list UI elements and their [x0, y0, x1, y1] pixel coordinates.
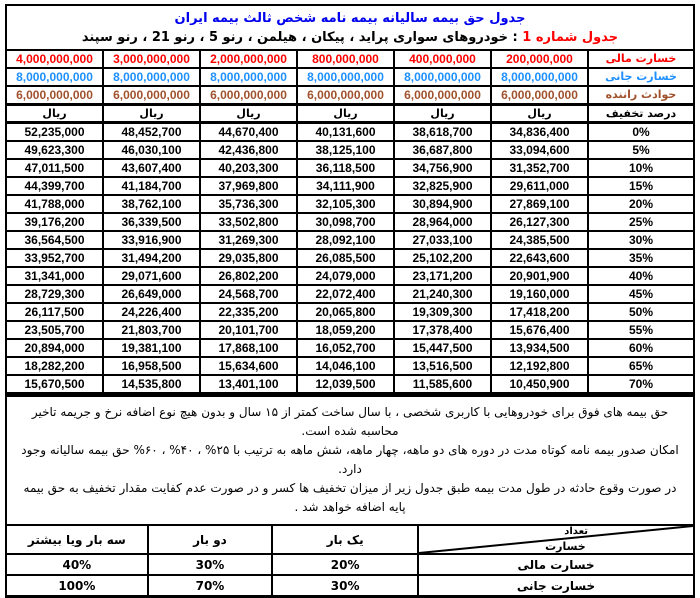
premium-value-cell: 26,127,300 [491, 213, 588, 231]
claims-row [6, 554, 694, 575]
discount-cell: 70% [588, 375, 694, 393]
premium-value-cell: 33,502,800 [200, 213, 297, 231]
premium-value-cell: 27,033,100 [394, 231, 491, 249]
premium-value-cell: 48,452,700 [103, 123, 200, 142]
discount-cell: 15% [588, 177, 694, 195]
coverage-amount-cell: 6,000,000,000 [491, 86, 588, 105]
premium-value-cell: 14,046,100 [297, 357, 394, 375]
coverage-row [6, 86, 694, 105]
premium-value-cell: 10,450,900 [491, 375, 588, 393]
premium-value-cell: 18,059,200 [297, 321, 394, 339]
premium-value-cell: 25,102,200 [394, 249, 491, 267]
coverage-amount-cell: 8,000,000,000 [6, 68, 103, 86]
currency-unit-cell: ریال [103, 105, 200, 123]
premium-row [6, 357, 694, 375]
report-title-box [5, 4, 695, 49]
premium-value-cell: 33,094,600 [491, 141, 588, 159]
discount-header-cell: درصد تخفیف [588, 105, 694, 123]
coverage-amount-cell: 6,000,000,000 [103, 86, 200, 105]
premium-value-cell: 14,535,800 [103, 375, 200, 393]
premium-row [6, 321, 694, 339]
premium-value-cell: 31,494,200 [103, 249, 200, 267]
claims-deduction-cell: 30% [272, 575, 418, 597]
discount-cell: 60% [588, 339, 694, 357]
premium-value-cell: 33,952,700 [6, 249, 103, 267]
discount-cell: 0% [588, 123, 694, 142]
currency-unit-cell: ریال [297, 105, 394, 123]
corner-count-label: تعداد [564, 526, 588, 537]
premium-value-cell: 15,447,500 [394, 339, 491, 357]
premium-value-cell: 26,802,200 [200, 267, 297, 285]
claims-deduction-cell: 40% [6, 554, 148, 575]
premium-value-cell: 36,118,500 [297, 159, 394, 177]
premium-value-cell: 39,176,200 [6, 213, 103, 231]
coverage-amount-cell: 8,000,000,000 [200, 68, 297, 86]
main-title: جدول حق بیمه سالیانه بیمه نامه شخص ثالث بیمه ایران [174, 11, 526, 26]
coverage-row [6, 50, 694, 68]
premium-value-cell: 21,803,700 [103, 321, 200, 339]
currency-unit-cell: ریال [6, 105, 103, 123]
premium-value-cell: 52,235,000 [6, 123, 103, 142]
premium-table-body [6, 50, 694, 393]
premium-value-cell: 23,171,200 [394, 267, 491, 285]
coverage-amount-cell: 400,000,000 [394, 50, 491, 68]
premium-value-cell: 46,030,100 [103, 141, 200, 159]
claims-col-three-or-more: سه بار ویا بیشتر [6, 525, 148, 554]
premium-row [6, 375, 694, 393]
discount-cell: 65% [588, 357, 694, 375]
premium-value-cell: 19,309,300 [394, 303, 491, 321]
premium-value-cell: 41,788,000 [6, 195, 103, 213]
premium-row [6, 159, 694, 177]
premium-row [6, 195, 694, 213]
discount-cell: 55% [588, 321, 694, 339]
premium-value-cell: 20,065,800 [297, 303, 394, 321]
currency-unit-cell: ریال [394, 105, 491, 123]
premium-row [6, 177, 694, 195]
coverage-amount-cell: 800,000,000 [297, 50, 394, 68]
premium-value-cell: 40,203,300 [200, 159, 297, 177]
claims-deduction-cell: 20% [272, 554, 418, 575]
claims-damage-label-cell: خسارت مالی [418, 554, 694, 575]
discount-cell: 10% [588, 159, 694, 177]
claims-header-row [6, 525, 694, 554]
coverage-amount-cell: 3,000,000,000 [103, 50, 200, 68]
premium-value-cell: 30,894,900 [394, 195, 491, 213]
premium-value-cell: 44,399,700 [6, 177, 103, 195]
coverage-amount-cell: 8,000,000,000 [103, 68, 200, 86]
premium-value-cell: 43,607,400 [103, 159, 200, 177]
premium-value-cell: 31,341,000 [6, 267, 103, 285]
premium-value-cell: 24,385,500 [491, 231, 588, 249]
premium-value-cell: 40,131,600 [297, 123, 394, 142]
premium-value-cell: 23,505,700 [6, 321, 103, 339]
premium-value-cell: 29,071,600 [103, 267, 200, 285]
coverage-amount-cell: 200,000,000 [491, 50, 588, 68]
claims-deduction-cell: 100% [6, 575, 148, 597]
vehicle-list-label: : خودروهای سواری پراید ، پیکان ، هیلمن ، رنو 5 ، رنو 21 ، رنو سپند [81, 30, 523, 45]
premium-value-cell: 22,643,600 [491, 249, 588, 267]
coverage-label-cell: حوادث راننده [588, 86, 694, 105]
premium-value-cell: 38,618,700 [394, 123, 491, 142]
coverage-label-cell: خسارت جانی [588, 68, 694, 86]
premium-row [6, 303, 694, 321]
premium-value-cell: 17,418,200 [491, 303, 588, 321]
premium-value-cell: 31,352,700 [491, 159, 588, 177]
premium-value-cell: 20,894,000 [6, 339, 103, 357]
premium-table [5, 49, 695, 394]
premium-value-cell: 11,585,600 [394, 375, 491, 393]
currency-unit-cell: ریال [491, 105, 588, 123]
note-line: امکان صدور بیمه نامه کوتاه مدت در دوره های دو ماهه، چهار ماهه، شش ماهه به ترتیب با ۲۵% ، ۴۰% ، ۶۰% حق بیمه سالیانه وجود دارد. [21, 443, 679, 476]
premium-value-cell: 26,649,000 [103, 285, 200, 303]
claims-deduction-cell: 30% [148, 554, 273, 575]
premium-value-cell: 27,869,100 [491, 195, 588, 213]
premium-value-cell: 36,339,500 [103, 213, 200, 231]
discount-cell: 50% [588, 303, 694, 321]
coverage-amount-cell: 6,000,000,000 [200, 86, 297, 105]
premium-value-cell: 16,052,700 [297, 339, 394, 357]
table-subtitle [7, 28, 693, 47]
coverage-label-cell: خسارت مالی [588, 50, 694, 68]
premium-value-cell: 21,240,300 [394, 285, 491, 303]
premium-value-cell: 34,111,900 [297, 177, 394, 195]
premium-row [6, 141, 694, 159]
table-number-label: جدول شماره 1 [522, 30, 619, 45]
premium-value-cell: 15,634,600 [200, 357, 297, 375]
premium-value-cell: 24,079,000 [297, 267, 394, 285]
claims-col-twice: دو بار [148, 525, 273, 554]
coverage-amount-cell: 2,000,000,000 [200, 50, 297, 68]
premium-value-cell: 41,184,700 [103, 177, 200, 195]
premium-value-cell: 16,958,500 [103, 357, 200, 375]
currency-unit-cell: ریال [200, 105, 297, 123]
premium-value-cell: 37,969,800 [200, 177, 297, 195]
premium-value-cell: 19,381,100 [103, 339, 200, 357]
claims-deduction-table [5, 524, 695, 598]
premium-value-cell: 35,736,300 [200, 195, 297, 213]
discount-cell: 20% [588, 195, 694, 213]
premium-value-cell: 19,160,000 [491, 285, 588, 303]
premium-row [6, 249, 694, 267]
premium-value-cell: 29,611,000 [491, 177, 588, 195]
coverage-amount-cell: 6,000,000,000 [6, 86, 103, 105]
premium-value-cell: 49,623,300 [6, 141, 103, 159]
note-line: در صورت وقوع حادثه در طول مدت بیمه طبق جدول زیر از میزان تخفیف ها کسر و در صورت عدم کفایت مقدار تخفیف به حق بیمه پایه اضافه خواهد شد . [23, 481, 677, 514]
premium-value-cell: 15,670,500 [6, 375, 103, 393]
premium-value-cell: 32,105,300 [297, 195, 394, 213]
corner-damage-label: خسارت [545, 540, 586, 553]
discount-cell: 45% [588, 285, 694, 303]
premium-value-cell: 34,836,400 [491, 123, 588, 142]
premium-row [6, 285, 694, 303]
claims-deduction-cell: 70% [148, 575, 273, 597]
premium-value-cell: 42,436,800 [200, 141, 297, 159]
premium-value-cell: 34,756,900 [394, 159, 491, 177]
premium-value-cell: 29,035,800 [200, 249, 297, 267]
claims-row [6, 575, 694, 597]
premium-value-cell: 38,125,100 [297, 141, 394, 159]
premium-value-cell: 13,516,500 [394, 357, 491, 375]
premium-value-cell: 33,916,900 [103, 231, 200, 249]
premium-value-cell: 31,269,300 [200, 231, 297, 249]
discount-cell: 35% [588, 249, 694, 267]
premium-row [6, 123, 694, 142]
premium-value-cell: 44,670,400 [200, 123, 297, 142]
premium-value-cell: 28,964,000 [394, 213, 491, 231]
premium-value-cell: 18,282,200 [6, 357, 103, 375]
coverage-amount-cell: 6,000,000,000 [394, 86, 491, 105]
premium-value-cell: 24,568,700 [200, 285, 297, 303]
notes-box [5, 394, 695, 524]
note-line: حق بیمه های فوق برای خودروهایی با کاربری شخصی ، با سال ساخت کمتر از ۱۵ سال و بدون هیچ نوع اضافه نرخ و جریمه تاخیر محاسبه شده است. [31, 405, 669, 438]
premium-value-cell: 12,192,800 [491, 357, 588, 375]
premium-value-cell: 28,092,100 [297, 231, 394, 249]
premium-value-cell: 30,098,700 [297, 213, 394, 231]
unit-row [6, 105, 694, 123]
premium-value-cell: 38,762,100 [103, 195, 200, 213]
premium-value-cell: 32,825,900 [394, 177, 491, 195]
premium-value-cell: 20,901,900 [491, 267, 588, 285]
premium-row [6, 213, 694, 231]
discount-cell: 25% [588, 213, 694, 231]
coverage-amount-cell: 8,000,000,000 [297, 68, 394, 86]
premium-value-cell: 13,401,100 [200, 375, 297, 393]
claims-col-once: یک بار [272, 525, 418, 554]
premium-value-cell: 24,226,400 [103, 303, 200, 321]
claims-damage-label-cell: خسارت جانی [418, 575, 694, 597]
premium-value-cell: 17,868,100 [200, 339, 297, 357]
premium-value-cell: 13,934,500 [491, 339, 588, 357]
premium-row [6, 231, 694, 249]
premium-value-cell: 15,676,400 [491, 321, 588, 339]
premium-row [6, 267, 694, 285]
premium-value-cell: 22,072,400 [297, 285, 394, 303]
claims-corner-cell [418, 525, 694, 554]
claims-table-body [6, 525, 694, 597]
premium-value-cell: 12,039,500 [297, 375, 394, 393]
premium-value-cell: 47,011,500 [6, 159, 103, 177]
premium-value-cell: 36,687,800 [394, 141, 491, 159]
premium-value-cell: 28,729,300 [6, 285, 103, 303]
coverage-row [6, 68, 694, 86]
premium-row [6, 339, 694, 357]
coverage-amount-cell: 8,000,000,000 [394, 68, 491, 86]
premium-value-cell: 26,117,500 [6, 303, 103, 321]
discount-cell: 30% [588, 231, 694, 249]
discount-cell: 5% [588, 141, 694, 159]
coverage-amount-cell: 8,000,000,000 [491, 68, 588, 86]
premium-value-cell: 36,564,500 [6, 231, 103, 249]
coverage-amount-cell: 6,000,000,000 [297, 86, 394, 105]
discount-cell: 40% [588, 267, 694, 285]
premium-value-cell: 20,101,700 [200, 321, 297, 339]
premium-value-cell: 17,378,400 [394, 321, 491, 339]
premium-value-cell: 22,335,200 [200, 303, 297, 321]
premium-value-cell: 26,085,500 [297, 249, 394, 267]
coverage-amount-cell: 4,000,000,000 [6, 50, 103, 68]
